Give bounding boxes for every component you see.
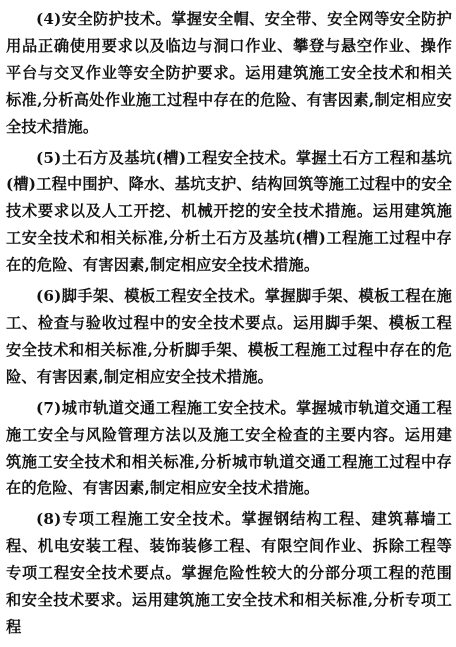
paragraph-safety-protection: (4)安全防护技术。掌握安全帽、安全带、安全网等安全防护用品正确使用要求以及临边与洞口作业、攀登与悬空作业、操作平台与交叉作业等安全防护要求。运用建筑施工安全技术和相关标准,分析高处作业施工过程中存在的危险、有害因素,制定相应安全技术措施。 bbox=[6, 10, 452, 136]
paragraph-earthwork-foundation-pit: (5)土石方及基坑(槽)工程安全技术。掌握土石方工程和基坑(槽)工程中围护、降水、基坑支护、结构回筑等施工过程中的安全技术要求以及人工开挖、机械开挖的安全技术措施。运用建筑施工安全技术和相关标准,分析土石方及基坑(槽)工程施工过程中存在的危险、有害因素,制定相应安全技术措施。 bbox=[6, 148, 452, 275]
paragraph-special-projects: (8)专项工程施工安全技术。掌握钢结构工程、建筑幕墙工程、机电安装工程、装饰装修工程、有限空间作业、拆除工程等专项工程安全技术要点。掌握危险性较大的分部分项工程的范围和安全技术要求。运用建筑施工安全技术和相关标准,分析专项工程 bbox=[6, 510, 452, 636]
paragraph-scaffolding-formwork: (6)脚手架、模板工程安全技术。掌握脚手架、模板工程在施工、检查与验收过程中的安全技术要点。运用脚手架、模板工程安全技术和相关标准,分析脚手架、模板工程施工过程中存在的危险、有害因素,制定相应安全技术措施。 bbox=[6, 287, 452, 386]
paragraph-urban-rail-transit: (7)城市轨道交通工程施工安全技术。掌握城市轨道交通工程施工安全与风险管理方法以及施工安全检查的主要内容。运用建筑施工安全技术和相关标准,分析城市轨道交通工程施工过程中存在的危险、有害因素,制定相应安全技术措施。 bbox=[6, 398, 452, 498]
